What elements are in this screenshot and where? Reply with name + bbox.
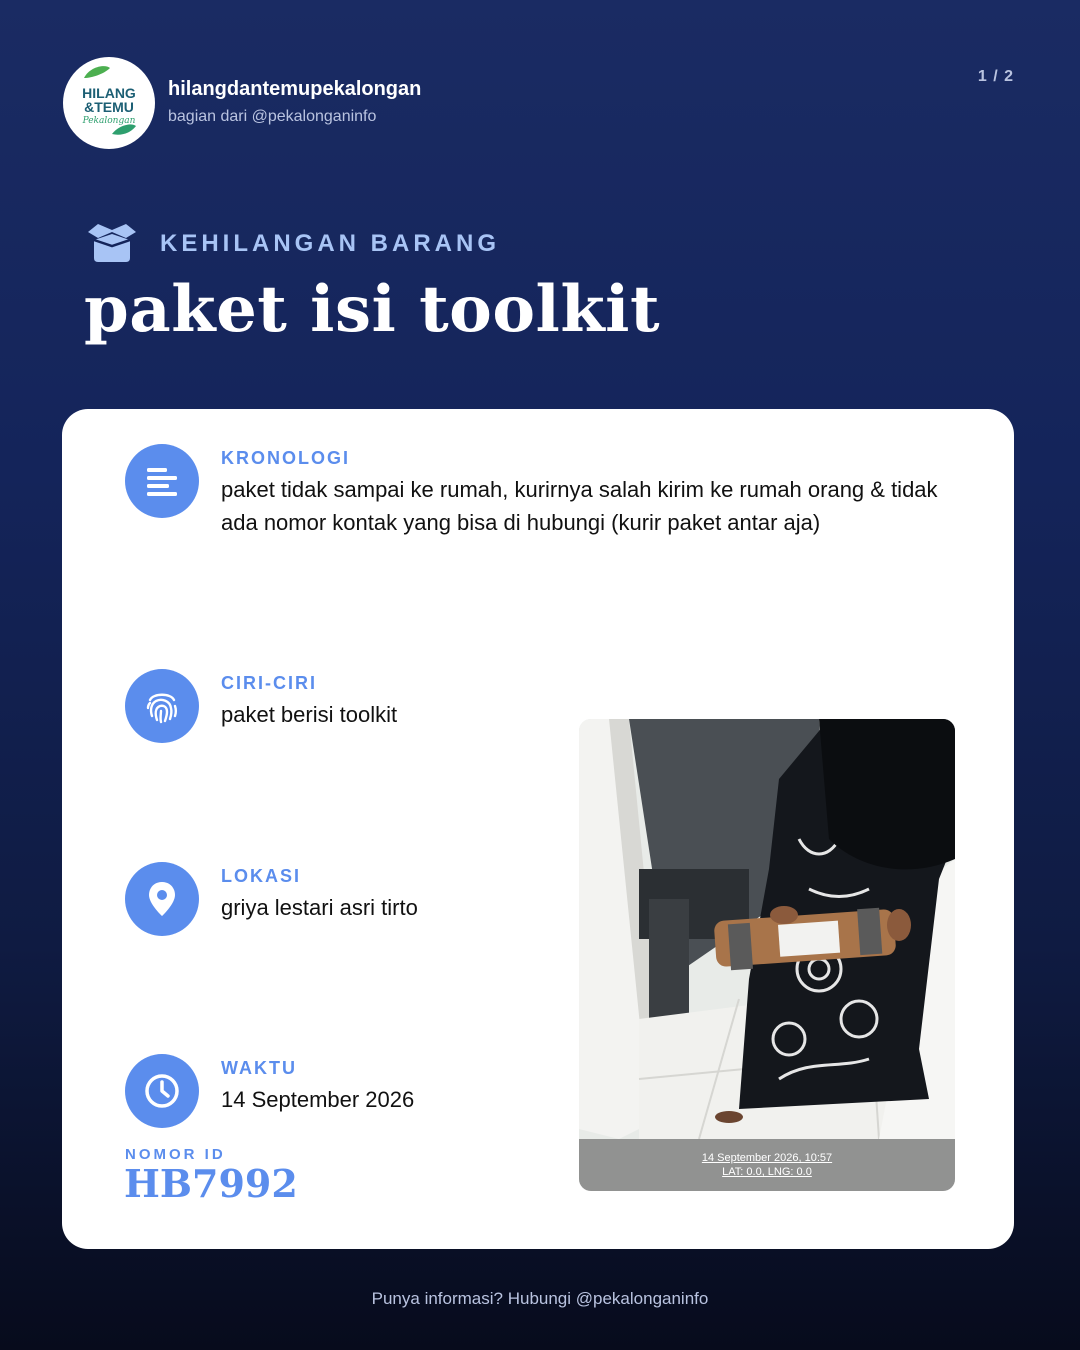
field-value-kronologi: paket tidak sampai ke rumah, kurirnya salah kirim ke rumah orang & tidak ada nomor kontak yang bisa di hubungi (kurir paket antar aja) [221,477,938,535]
account-name[interactable]: hilangdantemupekalongan [168,78,422,100]
field-value-lokasi: griya lestari asri tirto [221,895,418,920]
logo-text-line2: &TEMU [84,99,134,115]
open-box-icon [86,222,138,264]
item-title: paket isi toolkit [84,272,661,347]
logo-text-line3: Pekalongan [82,116,136,126]
report-id-label: NOMOR ID [125,1146,226,1163]
clock-icon [125,1054,199,1128]
footer-contact: Punya informasi? Hubungi @pekalonganinfo [371,1289,709,1308]
photo-timestamp-overlay [579,1139,955,1191]
field-label-lokasi: LOKASI [221,866,302,886]
account-logo [66,60,152,146]
location-pin-icon [125,862,199,936]
photo-illustration [579,719,955,1191]
field-value-ciri-ciri: paket berisi toolkit [221,702,398,727]
field-label-waktu: WAKTU [221,1058,297,1078]
report-id-value: HB7992 [124,1161,298,1206]
details-card [62,409,1014,1249]
photo-timestamp: 14 September 2026, 10:57 [701,1152,833,1164]
photo-coordinates: LAT: 0.0, LNG: 0.0 [722,1166,812,1178]
field-label-kronologi: KRONOLOGI [221,448,350,468]
field-value-waktu: 14 September 2026 [221,1087,415,1112]
field-label-ciri-ciri: CIRI-CIRI [221,673,317,693]
page-indicator: 1 / 2 [977,68,1014,85]
fingerprint-icon [125,669,199,743]
item-photo[interactable] [579,719,955,1191]
account-subtitle: bagian dari @pekalonganinfo [168,108,377,125]
post-category: KEHILANGAN BARANG [160,230,500,257]
logo-text-line1: HILANG [82,85,136,101]
text-lines-icon [125,444,199,518]
